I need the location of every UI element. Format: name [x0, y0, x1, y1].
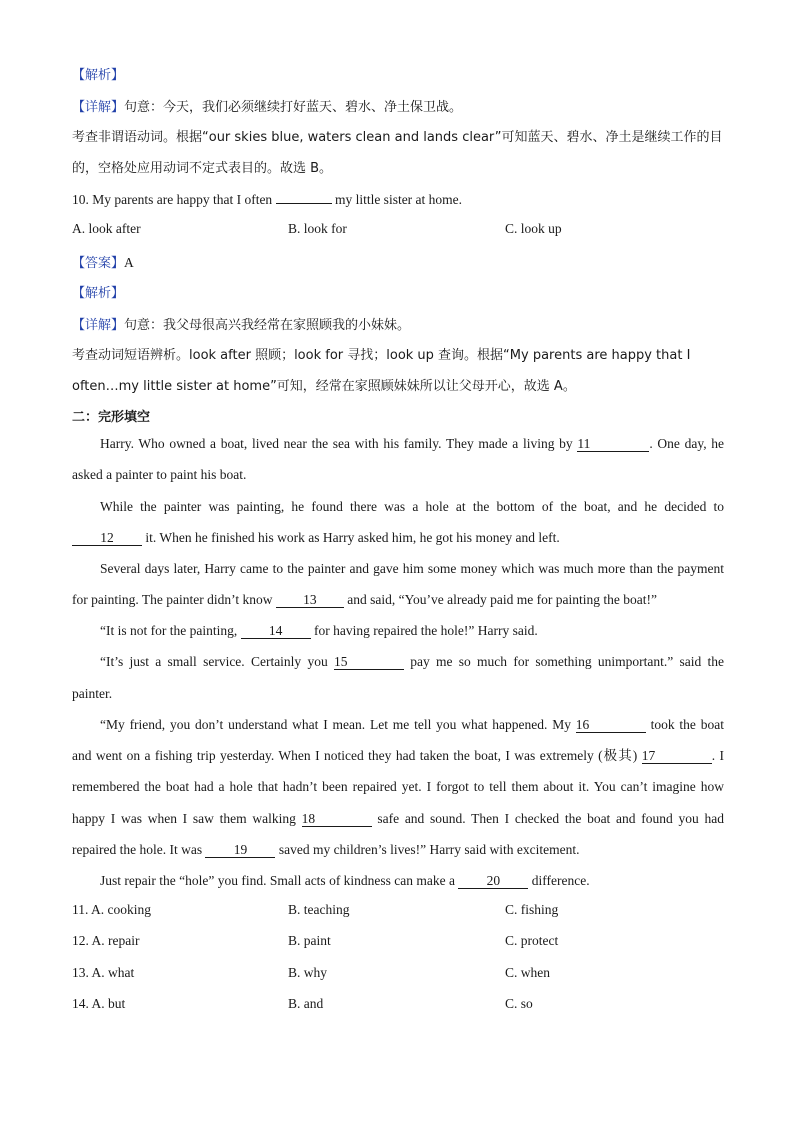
passage-line: painter. [72, 686, 113, 701]
options-row [72, 902, 724, 922]
option-c: C. so [505, 996, 533, 1011]
option-b: B. and [288, 996, 324, 1011]
options-row [72, 996, 724, 1016]
option-c: C. when [505, 965, 550, 980]
analysis-tag: 【解析】 [72, 286, 125, 301]
options-row [72, 221, 724, 241]
answer-value: A [124, 255, 134, 270]
explanation-line: often…my little sister at home”可知，经常在家照顾妹妹所以让父母开心，故选 A。 [72, 379, 576, 394]
option-c: C. look up [505, 221, 562, 236]
explanation-line: 的，空格处应用动词不定式表目的。故选 B。 [72, 161, 333, 176]
passage-line: Just repair the “hole” you find. Small acts of kindness can make a 20 difference. [100, 873, 590, 888]
detail-line [72, 315, 410, 336]
passage-line: “It’s just a small service. Certainly you 15 pay me so much for something unimportant.” said the [100, 654, 724, 669]
blank-16: 16 [576, 717, 646, 733]
blank-18: 18 [302, 811, 372, 827]
option-a: 14. A. but [72, 996, 126, 1011]
passage-line: While the painter was painting, he found there was a hole at the bottom of the boat, and he decided to [100, 499, 724, 514]
passage-line: remembered the boat had a hole that hadn’t been repaired yet. I forgot to tell them about it. You can’t imagine how [72, 779, 724, 794]
blank-14: 14 [241, 623, 311, 639]
blank-12: 12 [72, 530, 142, 546]
options-row [72, 965, 724, 985]
passage-line: Several days later, Harry came to the painter and gave him some money which was much more than the payment [100, 561, 724, 576]
blank-11: 11 [577, 436, 649, 452]
passage-line: repaired the hole. It was 19 saved my children’s lives!” Harry said with excitement. [72, 842, 580, 857]
detail-tag: 【详解】 [72, 100, 125, 115]
explanation-line: 考查非谓语动词。根据“our skies blue, waters clean and lands clear”可知蓝天、碧水、净土是继续工作的目 [72, 130, 723, 145]
answer-line [72, 253, 134, 274]
passage-line: and went on a fishing trip yesterday. When I noticed they had taken the boat, I was extremely (极其) 17 . I [72, 748, 724, 763]
option-c: C. fishing [505, 902, 559, 917]
option-a: 11. A. cooking [72, 902, 151, 917]
blank-17: 17 [642, 748, 712, 764]
option-a: 12. A. repair [72, 933, 140, 948]
option-a: 13. A. what [72, 965, 135, 980]
passage-line: for painting. The painter didn’t know 13 and said, “You’ve already paid me for painting the boat!” [72, 592, 658, 607]
passage-line: Harry. Who owned a boat, lived near the sea with his family. They made a living by 11 . One day, he [100, 436, 724, 451]
passage-line: asked a painter to paint his boat. [72, 467, 247, 482]
section-title: 二：完形填空 [72, 410, 151, 425]
detail-line [72, 97, 462, 118]
option-b: B. why [288, 965, 328, 980]
options-row [72, 933, 724, 953]
answer-blank [276, 203, 332, 204]
blank-15: 15 [334, 654, 404, 670]
question-stem: 10. My parents are happy that I often my little sister at home. [72, 192, 463, 207]
option-b: B. paint [288, 933, 331, 948]
option-b: B. look for [288, 221, 347, 236]
passage-line: “It is not for the painting, 14 for having repaired the hole!” Harry said. [100, 623, 538, 638]
passage-line: 12 it. When he finished his work as Harry asked him, he got his money and left. [72, 528, 560, 548]
blank-19: 19 [205, 842, 275, 858]
option-a: A. look after [72, 221, 141, 236]
detail-text: 句意：今天，我们必须继续打好蓝天、碧水、净土保卫战。 [124, 100, 463, 115]
explanation-line: 考查动词短语辨析。look after 照顾；look for 寻找；look up 查询。根据“My parents are happy that I [72, 348, 691, 363]
answer-tag: 【答案】 [72, 256, 125, 271]
detail-tag: 【详解】 [72, 318, 125, 333]
blank-20: 20 [458, 873, 528, 889]
option-b: B. teaching [288, 902, 350, 917]
detail-text: 句意：我父母很高兴我经常在家照顾我的小妹妹。 [124, 318, 411, 333]
blank-13: 13 [276, 592, 344, 608]
passage-line: happy I was when I saw them walking 18 safe and sound. Then I checked the boat and found you had [72, 811, 724, 826]
option-c: C. protect [505, 933, 559, 948]
passage-line: “My friend, you don’t understand what I mean. Let me tell you what happened. My 16 took the boat [100, 717, 724, 732]
analysis-tag: 【解析】 [72, 68, 125, 83]
